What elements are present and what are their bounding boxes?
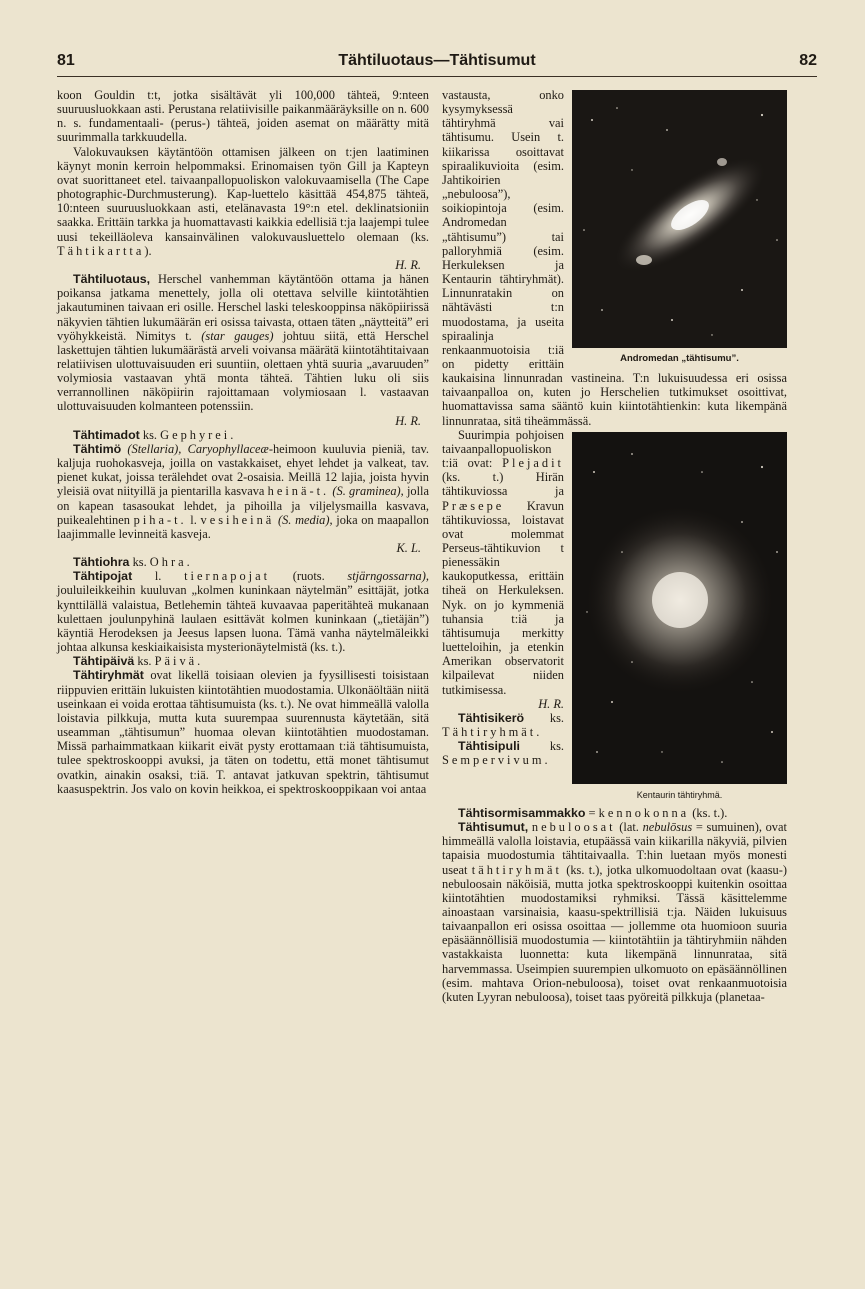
entry-headword: Tähtiluotaus,	[73, 272, 151, 287]
entry-tahtimo: Tähtimö (Stellaria), Caryophyllaceæ-heimoon kuuluvia pieniä, tav. kaljuja ruohokasveja, joilla on vastakkaiset, ehyet lehdet ja valkeat, tav. pienet kukat, joissa terälehdet ovat 2-osaisia. Meillä 12 lajia, joista hyvin yleisiä ovat niityillä ja pientarilla kasvava heinä-t. (S. graminea), jolla on kapean tasasoukat lehdet, ja pihoilla ja viljelysmailla kasvava, puikealehtinen piha-t. l. vesiheinä (S. media), joka on maapallon laajimmalle levinneitä kasveja.	[57, 441, 429, 541]
page-number-right: 82	[799, 52, 817, 69]
running-title: Tähtiluotaus—Tähtisumut	[338, 52, 536, 69]
figure-caption: Kentaurin tähtiryhmä.	[636, 789, 723, 800]
author-signature: H. R.	[395, 257, 421, 272]
author-signature: H. R.	[538, 696, 564, 711]
entry-tahtipojat: Tähtipojat l. tiernapojat (ruots. stjärngossarna), jouluileikkeihin kuuluvan „kolmen kuninkaan näytelmän” esittäjät, jotka kynttilällä valaistua, Betlehemin tähteä kuvaavaa paperitähteä mukanaan kulettaen joulunpyhinä laulaen esittävät kolmen kuninkaan („tietäjän”) käyntiä Herodeksen ja Jeesus lapsen luona. Tämä vanha näytelmäleikki johtaa alkunsa keskiaikaisista mysterionäytelmistä (ks. t.).	[57, 569, 429, 655]
cross-reference: Tähtiryhmät.	[442, 725, 543, 740]
cross-reference: Gephyrei.	[160, 427, 237, 442]
cross-reference: Sempervivum.	[442, 753, 551, 768]
andromeda-nebula-photo	[572, 90, 787, 348]
paragraph: Valokuvauksen käytäntöön ottamisen jälkeen on t:jen laatiminen käynyt monin kerroin helpommaksi. Erinomaisen työn Gill ja Kapteyn ovat suorittaneet etel. taivaanpallopuoliskon valokuvaamisella (The Cape photographic-Durchmusterung). Kap-luettelo käsittää 454,875 tähteä, 10:nteen suuruusluokkaan asti, etelänavasta 19°:n etel. deklinatsioniin saakka. Erittäin tarkka ja huomattavasti kaikkia edellisiä t:ja laajempi tulee uusi tekeilläoleva kansainvälinen valokuvausluettelo olemaan (ks. Tähtikartta).	[57, 144, 429, 258]
entry-headword: Tähtisikerö	[458, 710, 525, 725]
entry-headword: Tähtimadot	[73, 427, 140, 442]
author-signature: K. L.	[396, 541, 421, 555]
cross-reference: kennokonna	[598, 805, 690, 820]
paragraph: koon Gouldin t:t, jotka sisältävät yli 100,000 tähteä, 9:nteen suuruusluokkaan asti. Perustana relatiivisille paikanmääräyksille on n. 600 n. s. fundamentaali- (perus-) tähteä, joiden asemat on määrätty mitä suurimmalla tarkkuudella.	[57, 88, 429, 145]
entry-headword: Tähtimö	[73, 441, 122, 456]
entry-tahtiryhmat: Tähtiryhmät ovat likellä toisiaan olevien ja fyysillisesti toisistaan riippuvien erittäin lukuisten kiintotähtien muodostamia. Ulkonäöltään niitä useinkaan ei voida erottaa tähtisumuista (ks. t.). Ne ovat himmeällä valolla loistavia pilkkuja, mutta kuta suurempaa suurennusta käytetään, sitä useamman „tähtisumun” huomaa olevan kiintotähtien muodostaman. Missä parhaimmatkaan kiikarit eivät pysty erottamaan t:iä tähtisumuista, tulee spektroskooppi avuksi, ja täten on todettu, että monet tähtisumut ovatkin, ainakin osaksi, t:iä. T. antavat jatkuvan spektrin, tähtisumut kaasuspektrin. Jos valo on kovin heikkoa, ei spektroskooppikaan voi antaa	[57, 668, 429, 796]
entry-headword: Tähtipäivä	[73, 654, 135, 669]
page-number-left: 81	[57, 52, 75, 69]
entry-headword: Tähtisipuli	[458, 739, 520, 754]
entry-tahtiohra: Tähtiohra ks. Ohra.	[73, 555, 193, 570]
entry-tahtisikero: Tähtisikerö ks. Tähtiryhmät.	[442, 710, 564, 740]
entry-tahtipaiva: Tähtipäivä ks. Päivä.	[73, 654, 204, 669]
entry-tahtisormisammakko: Tähtisormisammakko = kennokonna (ks. t.).	[458, 805, 728, 820]
cross-reference: Ohra.	[149, 555, 193, 570]
entry-headword: Tähtiohra	[73, 555, 130, 570]
figure-centaurus	[572, 432, 787, 802]
entry-headword: Tähtisormisammakko	[458, 805, 586, 820]
entry-tahtiluotaus: Tähtiluotaus, Herschel vanhemman käytäntöön ottama ja hänen poikansa jatkama menettely, jolla oli otettava selville kiintotähtien jakautuminen taivaan eri osille. Herschel laski teleskooppinsa näköpiirissä näkyvien tähtien lukumäärän eri osissa taivasta, ottaen täten „näytteitä” eri vyöhykkeistä. Nimitys t. (star gauges) johtuu siitä, että Herschel laskettujen tähtien lukumäärästä arveli voivansa määrätä kiintotähtitaivaan relatiivisen ulottuvaisuuden eri suuntiin, olettaen yhtä suuria „avaruuden” volymiosia vastaavan yhtä monta tähteä. Tähtien luku oli siis verrannollinen näköpiirin rajoittamaan volymiosaan l. vastaavan ulottuvaisuuden kolmanteen potenssiin.	[57, 272, 429, 414]
figure-caption: Andromedan „tähtisumu”.	[620, 353, 739, 364]
paragraph: vastausta, onko kysymyksessä tähtiryhmä vai tähtisumu. Usein t. kiikarissa osoittavat spiraalikuvioita (esim. Jahtikoirien „nebuloosa”), soikiopintoja (esim. Andromedan „tähtisumu”) tai palloryhmiä (esim. Herkuleksen ja Kentaurin tähtiryhmät). Linnunratakin on nähtävästi t:n muodostama, ja useita spiraalinja renkaanmuotoisia t:iä on pidetty erittäin kaukaisina linnunradan vastineina. T:n lukuisuudessa eri osissa taivaanpalloa on, kuten jo Herschelien tutkimukset osoittivat, huomattavissa sama sääntö kuin kiintotähtienkin: kuta likempänä linnunrataa, sitä tiheämmässä.	[442, 88, 787, 428]
cross-reference: Tähtikartta	[57, 243, 145, 258]
paragraph: Suurimpia pohjoisen taivaanpallopuoliskon t:iä ovat: Plejadit (ks. t.) Hirän tähtikuviossa ja Præsepe Kravun tähtikuviossa, loistavat ovat molemmat Perseus-tähtikuvion t pienessäkin kaukoputkessa, erittäin tiheä on Herkuleksen. Nyk. on jo kymmeniä tuhansia t:iä ja tähtisumuja merkitty luetteloihin, ja etenkin Amerikan observatorit kilpailevat niiden tutkimisessa.	[442, 427, 564, 697]
author-signature: H. R.	[395, 413, 421, 428]
figure-andromeda	[572, 90, 787, 366]
entry-headword: Tähtiryhmät	[73, 668, 144, 683]
entry-tahtimadot: Tähtimadot ks. Gephyrei.	[73, 427, 237, 442]
entry-tahtisumut: Tähtisumut, nebuloosat (lat. nebulōsus = sumuinen), ovat himmeällä valolla loistavia, etupäässä vain kiikarilla näkyviä, pilvien tapaisia muodostumia tähtitaivaalla. T:hin luetaan myös monesti useat tähtiryhmät (ks. t.), jotka ulkomuodoltaan ovat (kaasu-) nebuloosain näköisiä, mutta jotka spektroskooppi kuitenkin osoittaa kiintotähtien muodostamiksi ryhmiksi. Tässä käsittelemme ainoastaan varsinaisia, kaasu-spektrillisiä t:ja. Näiden lukuisuus taivaanpallon eri osissa osoittaa — jollemme ota huomioon suuria epäsäännöllisiä muodostumia — kiintotähtiin ja tähtiryhmiin nähden vastakkaista luonnetta: kuta likempänä linnunrataa, sitä harvemmassa. Useimpien suurempien ulkomuoto on epäsäännöllinen (esim. mahtava Orion-nebuloosa), toiset ovat renkaanmuotoisia (kuten Lyyran nebuloosa), toiset taas pyöreitä pilkkuja (planetaa-	[442, 820, 787, 1004]
page-header	[57, 52, 817, 77]
entry-headword: Tähtipojat	[73, 569, 133, 584]
cross-reference: Päivä.	[154, 654, 204, 669]
left-column	[57, 88, 429, 796]
entry-tahtisipuli: Tähtisipuli ks. Sempervivum.	[442, 739, 564, 768]
right-column	[442, 88, 787, 1004]
centaurus-cluster-photo	[572, 432, 787, 784]
entry-headword: Tähtisumut,	[458, 820, 529, 835]
